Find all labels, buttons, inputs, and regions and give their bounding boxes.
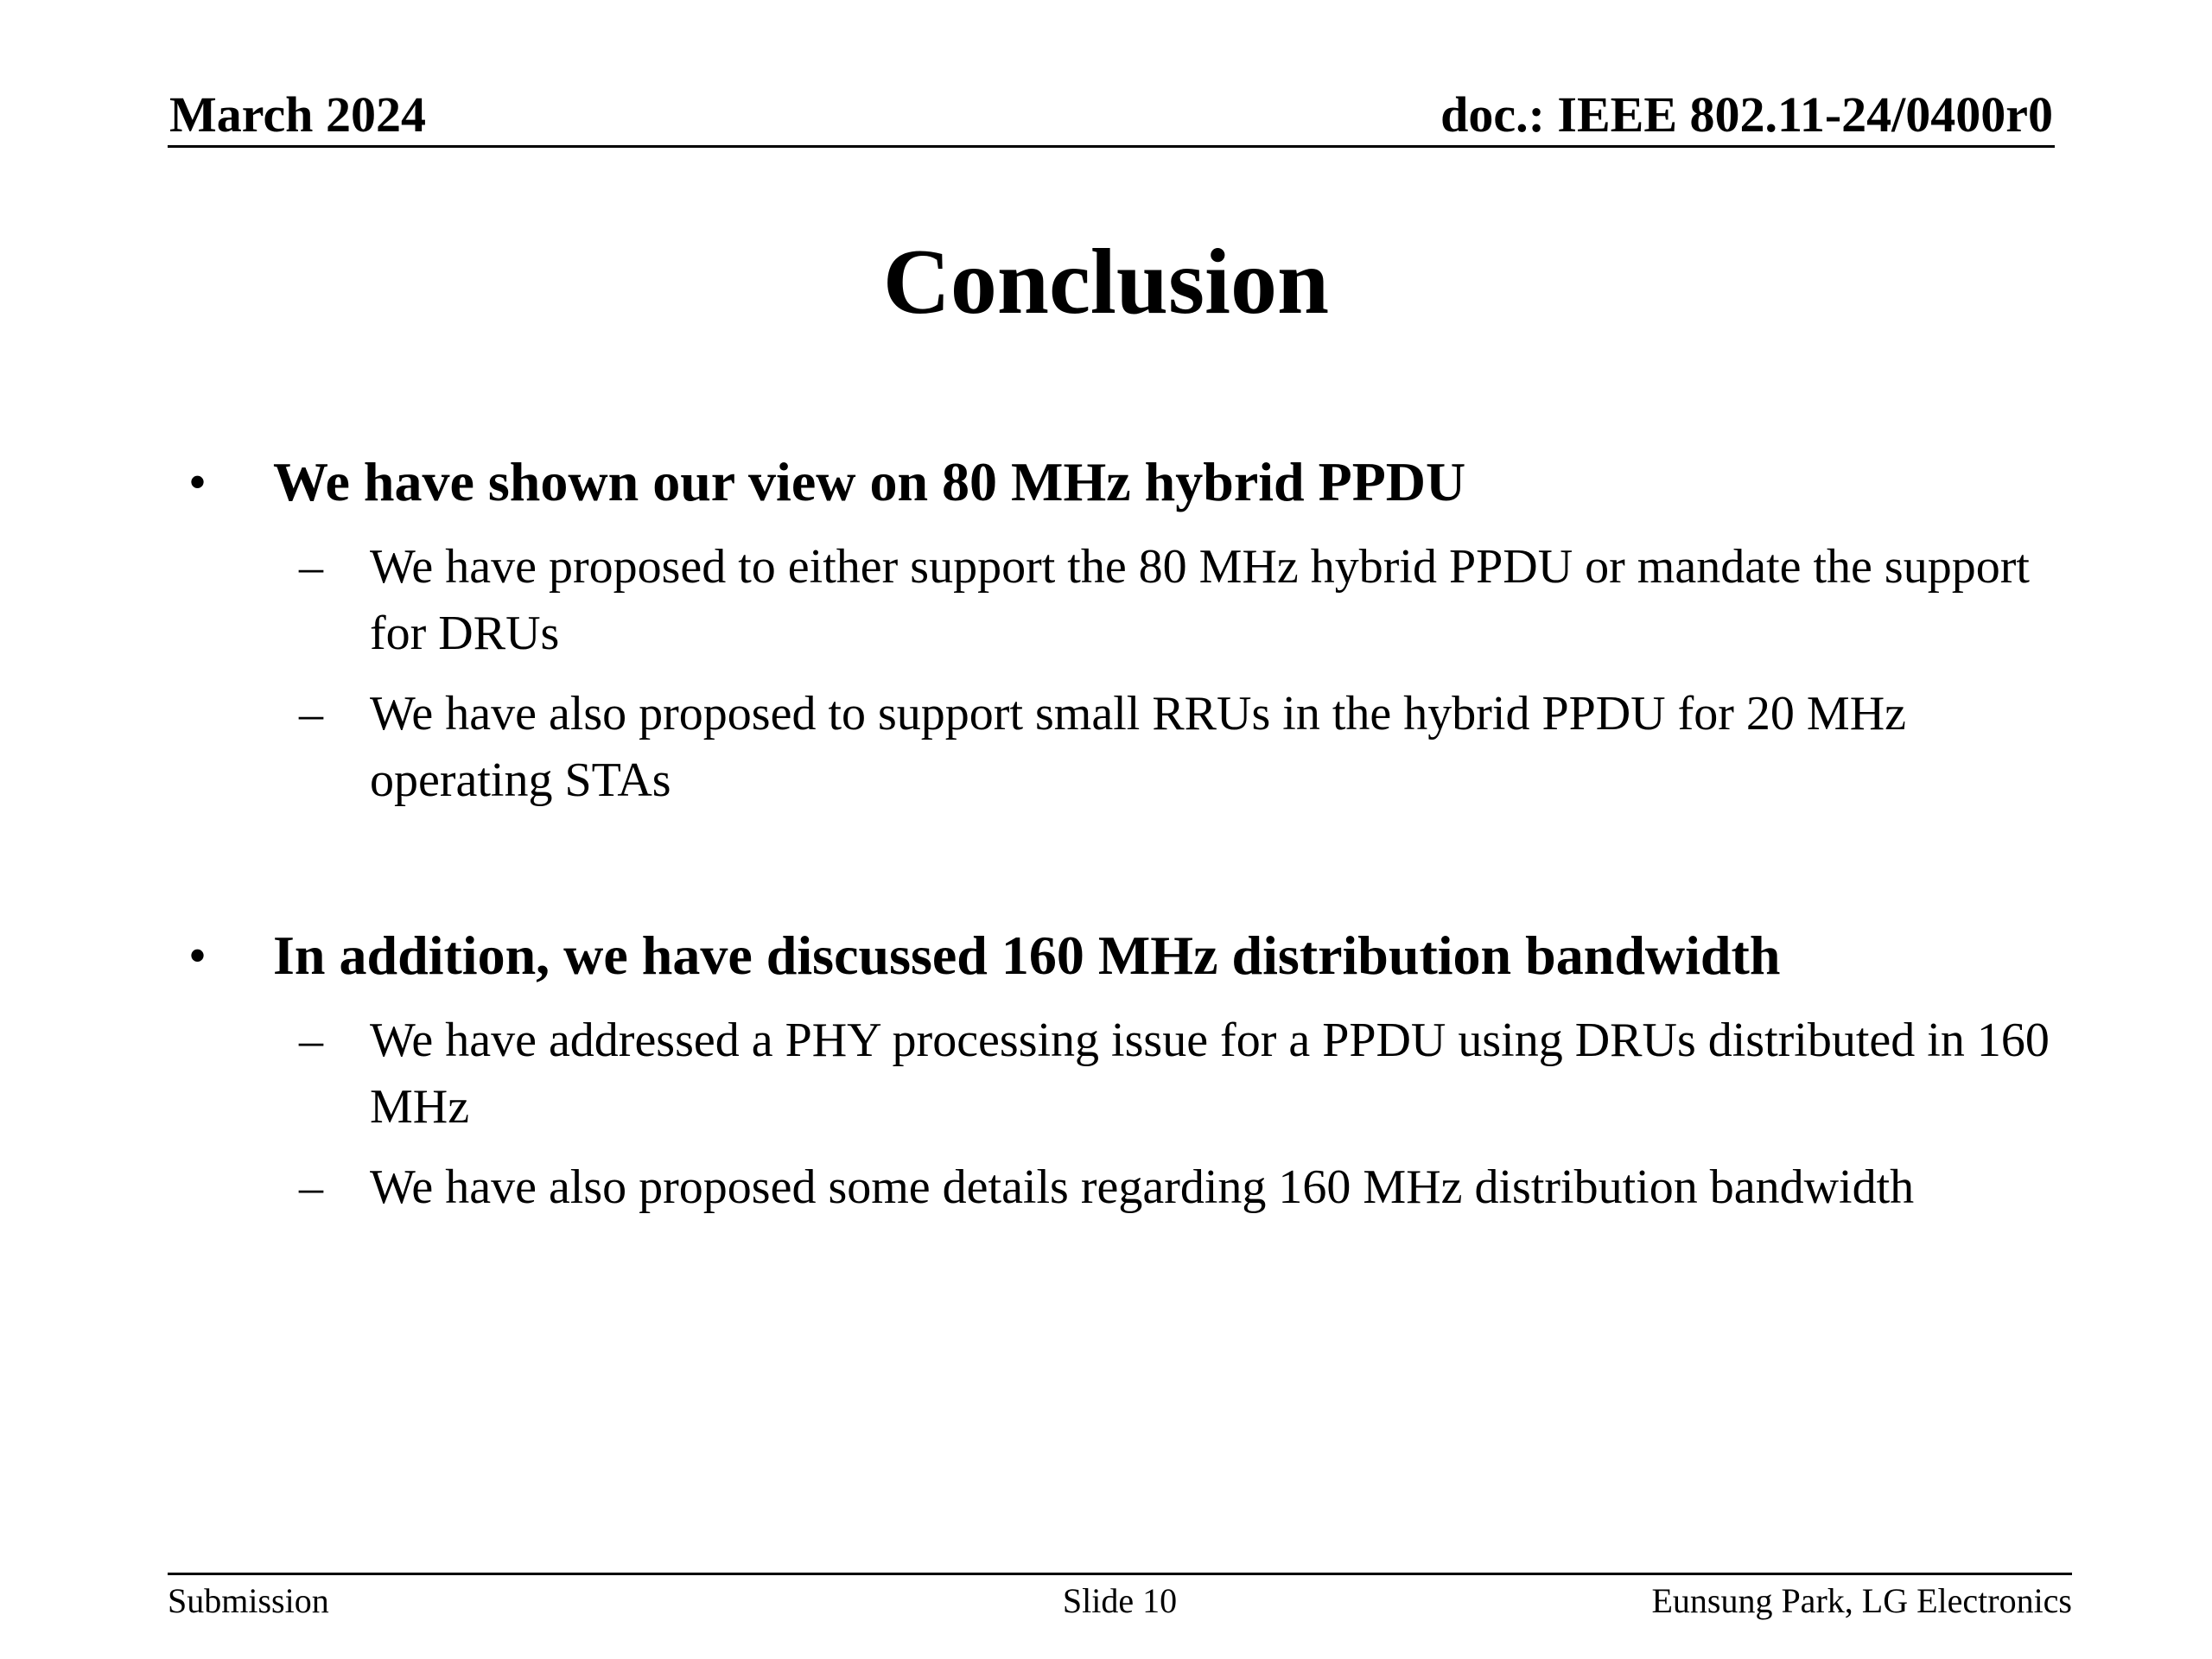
bullet-marker: • [188, 454, 207, 511]
slide-title: Conclusion [882, 231, 1330, 334]
sub-bullet-marker: – [299, 1014, 323, 1067]
footer-submission: Submission [168, 1581, 329, 1620]
sub-bullet-marker: – [299, 1160, 323, 1214]
sub-bullet-text: We have also proposed to support small RRUs in the hybrid PPDU for 20 MHz operating STAs [370, 687, 1906, 807]
footer-author: Eunsung Park, LG Electronics [1651, 1581, 2072, 1620]
slide-header [169, 85, 2053, 145]
sub-bullet-text: We have addressed a PHY processing issue for a PPDU using DRUs distributed in 160 MHz [370, 1014, 2050, 1134]
sub-bullet-text: We have proposed to either support the 80 MHz hybrid PPDU or mandate the support for DRUs [370, 540, 2030, 660]
sub-bullet-marker: – [299, 687, 323, 741]
sub-bullet-marker: – [299, 540, 323, 594]
sub-bullet-text: We have also proposed some details regarding 160 MHz distribution bandwidth [370, 1160, 1915, 1214]
header-divider [168, 145, 2055, 148]
bullet-marker: • [188, 927, 207, 984]
slide-footer [168, 1580, 2072, 1623]
bullet-text: We have shown our view on 80 MHz hybrid PPDU [273, 451, 1466, 512]
bullet-text: In addition, we have discussed 160 MHz distribution bandwidth [273, 925, 1781, 986]
header-date: March 2024 [169, 86, 426, 143]
header-doc-id: doc.: IEEE 802.11-24/0400r0 [1440, 86, 2053, 143]
footer-divider [168, 1573, 2072, 1575]
footer-slide-number: Slide 10 [1062, 1581, 1178, 1620]
